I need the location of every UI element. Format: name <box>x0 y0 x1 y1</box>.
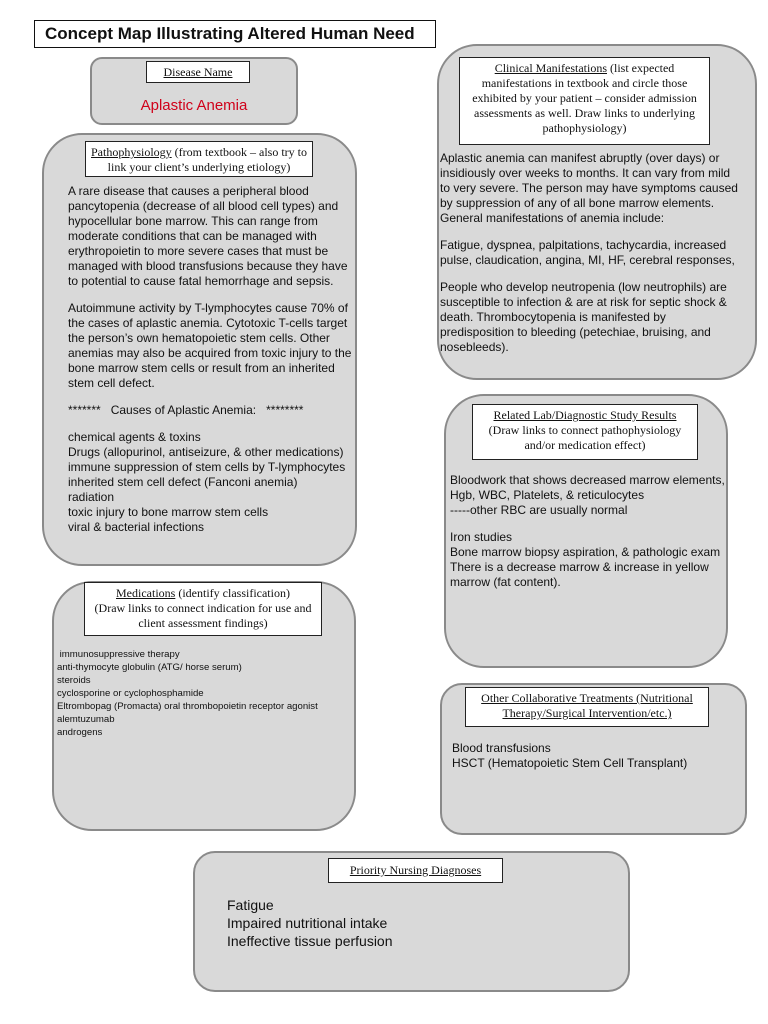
medication-item: steroids <box>57 675 91 686</box>
medications-note-2: (Draw links to connect indication for use and client assessment findings) <box>94 601 312 630</box>
diagnosis-item: Ineffective tissue perfusion <box>227 933 393 949</box>
pathophysiology-text <box>68 184 358 535</box>
medication-item: Eltrombopag (Promacta) oral thrombopoietin receptor agonist <box>57 701 318 712</box>
medications-note-1: (identify classification) <box>175 586 290 600</box>
lab-line: Hgb, WBC, Platelets, & reticulocytes <box>450 488 645 502</box>
treatment-item: Blood transfusions <box>452 741 551 755</box>
clinical-para-2: Fatigue, dyspnea, palpitations, tachycardia, increased pulse, claudication, angina, MI, HF, cerebral responses, <box>440 238 735 267</box>
cause-item: toxic injury to bone marrow stem cells <box>68 505 269 519</box>
medication-item: anti-thymocyte globulin (ATG/ horse serum) <box>57 662 242 673</box>
cause-item: radiation <box>68 490 115 504</box>
clinical-manifestations-text <box>440 151 743 355</box>
medications-header <box>84 582 322 636</box>
cause-item: inherited stem cell defect (Fanconi anemia) <box>68 475 298 489</box>
disease-name-header <box>146 61 250 83</box>
treatment-item: HSCT (Hematopoietic Stem Cell Transplant) <box>452 756 688 770</box>
medication-item: cyclosporine or cyclophosphamide <box>57 688 204 699</box>
treatments-header <box>465 687 709 727</box>
clinical-manifestations-header <box>459 57 710 145</box>
pathophysiology-para-1: A rare disease that causes a peripheral blood pancytopenia (decrease of all blood cell types) and hypocellular bone marrow. This can range from moderate conditions that can be managed with erythropoietin to more severe cases that must be managed with blood transfusions because they have to potential to cause fatal hemorrhage and sepsis. <box>68 184 348 288</box>
disease-name-label: Disease Name <box>163 65 233 79</box>
clinical-manifestations-note: (list expected manifestations in textbook and circle those exhibited by your patient – consider admission assessments as well. Draw links to underlying pathophysiology) <box>472 61 697 135</box>
lab-line: There is a decrease marrow & increase in yellow marrow (fat content). <box>450 560 709 589</box>
medication-item: androgens <box>57 727 103 738</box>
medications-label: Medications <box>116 586 176 600</box>
medication-item: alemtuzumab <box>57 714 115 725</box>
disease-name-value: Aplastic Anemia <box>140 97 248 114</box>
diagnosis-item: Fatigue <box>227 897 274 913</box>
lab-line: Bloodwork that shows decreased marrow elements, <box>450 473 725 487</box>
pathophysiology-header <box>85 141 313 177</box>
causes-heading: ******* Causes of Aplastic Anemia: ******** <box>68 403 304 417</box>
pathophysiology-label: Pathophysiology <box>91 145 172 159</box>
cause-item: immune suppression of stem cells by T-lymphocytes <box>68 460 346 474</box>
cause-item: Drugs (allopurinol, antiseizure, & other medications) <box>68 445 344 459</box>
treatments-list <box>452 741 742 771</box>
lab-line: Iron studies <box>450 530 513 544</box>
clinical-para-3: People who develop neutropenia (low neutrophils) are susceptible to infection & are at risk for septic shock & death. Thrombocytopenia is manifested by predisposition to bleeding (petechiae, bruising, and nosebleeds). <box>440 280 727 354</box>
pathophysiology-note: (from textbook – also try to link your client’s underlying etiology) <box>107 145 307 174</box>
lab-line: -----other RBC are usually normal <box>450 503 628 517</box>
pathophysiology-para-2: Autoimmune activity by T-lymphocytes cause 70% of the cases of aplastic anemia. Cytotoxic T-cells target the person’s own hematopoietic stem cells. Other anemias may also be acquired from toxic injury to the bone marrow stem cells or result from an inherited stem cell defect. <box>68 301 352 390</box>
medications-list <box>57 648 355 739</box>
diagnosis-item: Impaired nutritional intake <box>227 915 388 931</box>
treatments-label: Other Collaborative Treatments (Nutritional Therapy/Surgical Intervention/etc.) <box>481 691 693 720</box>
nursing-diagnoses-label: Priority Nursing Diagnoses <box>349 863 482 877</box>
lab-results-text <box>450 473 740 590</box>
nursing-diagnoses-header <box>328 858 503 883</box>
lab-results-header <box>472 404 698 460</box>
cause-item: chemical agents & toxins <box>68 430 201 444</box>
nursing-diagnoses-list <box>227 896 617 950</box>
lab-results-note: (Draw links to connect pathophysiology and/or medication effect) <box>488 423 682 452</box>
lab-line: Bone marrow biopsy aspiration, & pathologic exam <box>450 545 721 559</box>
clinical-para-1: Aplastic anemia can manifest abruptly (over days) or insidiously over weeks to months. It can vary from mild to very severe. The person may have symptoms caused by suppression of any of all bone marrow elements. General manifestations of anemia include: <box>440 151 738 225</box>
lab-results-label: Related Lab/Diagnostic Study Results <box>493 408 677 422</box>
page-title: Concept Map Illustrating Altered Human Need <box>34 20 436 48</box>
clinical-manifestations-label: Clinical Manifestations <box>494 61 607 75</box>
cause-item: viral & bacterial infections <box>68 520 205 534</box>
medication-item: immunosuppressive therapy <box>57 649 180 660</box>
